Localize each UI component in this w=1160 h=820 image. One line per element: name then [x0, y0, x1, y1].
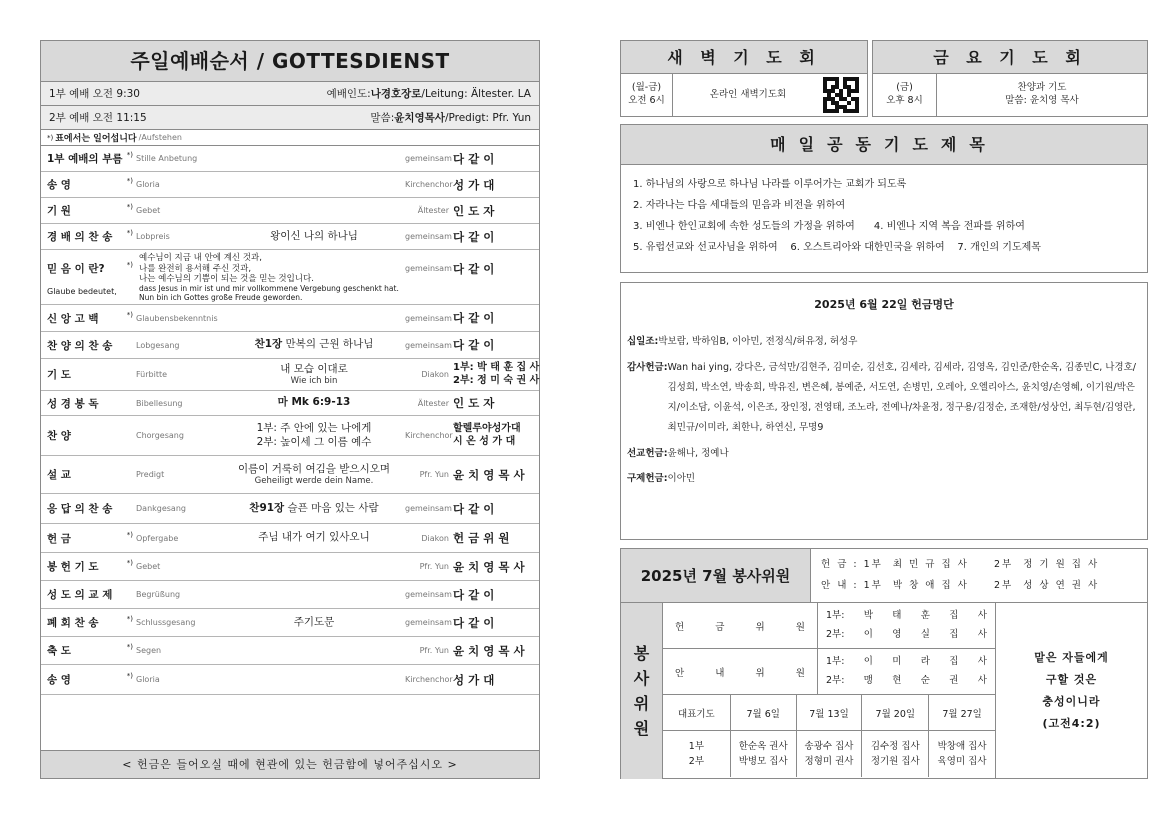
prayer-leader: 김수정 집사	[870, 741, 920, 752]
verse-line: 구할 것은	[1045, 673, 1098, 686]
offering-row	[41, 524, 539, 553]
part-label: 1부	[688, 741, 705, 752]
order-row	[41, 637, 539, 665]
creed-korean	[133, 253, 405, 285]
item-name: 기 원	[47, 205, 71, 217]
dawn-time: 오전 6시	[628, 95, 665, 106]
item-role: Diakon	[421, 370, 449, 379]
prayer-item: 1. 하나님의 사랑으로 하나님 나라를 이루어가는 교회가 되도록	[633, 179, 907, 190]
creed-role: gemeinsam	[405, 264, 452, 274]
guide-committee-row	[663, 649, 995, 695]
service-team-box	[620, 548, 1148, 779]
thanks-names: Wan hai ying, 강다은, 금석만/김현주, 김미순, 김선호, 김세라, 김세라, 김영옥, 김인준/한순옥, 김종민C, 나경호/김성희, 박소연, 박송희, 박유진, 변은혜, 봉예준, 서도연, 손병민, 오레아, 오엘리아스, 윤치영/손영혜, 이기원/박은지/이소담, 이윤석, 이은조, 장인정, 전영태, 조노라, 전예나/차윤정, 정구용/김정순, 조재한/성상언, 최두현/김영란, 최민규/이미라, 최한나, 하연신, 무명9	[667, 362, 1136, 433]
item-role: Pfr. Yun	[419, 562, 449, 571]
creed-row	[41, 250, 539, 305]
creed-person: 다 같 이	[453, 261, 495, 276]
letter: 봉	[633, 644, 650, 663]
item-person: 다 같 이	[453, 501, 495, 516]
dawn-desc: 온라인 새벽기도회	[709, 88, 787, 100]
choir-name: 할렐루야성가대	[453, 423, 521, 434]
item-name: 찬 양	[47, 430, 71, 442]
item-role: gemeinsam	[405, 618, 452, 627]
tithe-names: 박보람, 박하임B, 이아민, 전정식/허유정, 허성우	[658, 336, 858, 347]
letter: 미	[892, 656, 902, 667]
verse-line: 충성이니라	[1042, 695, 1101, 708]
prayer-leader: 송광수 집사	[804, 741, 854, 752]
verse-line: (고전4:2)	[1042, 717, 1101, 730]
letter: 2부:	[826, 675, 845, 686]
letter: 사	[977, 656, 987, 667]
response-row	[41, 494, 539, 524]
note-text: 표에서는 일어섭니다	[55, 134, 137, 144]
letter: 위	[755, 667, 765, 679]
letter: 이	[863, 629, 873, 640]
letter: 집	[949, 656, 959, 667]
item-person: 다 같 이	[453, 229, 495, 244]
hymn-title: 내 모습 이대로	[280, 362, 348, 375]
item-role: gemeinsam	[405, 232, 452, 241]
letter: 원	[633, 719, 650, 738]
letter: 2부:	[826, 629, 845, 640]
stand-mark: *)	[126, 530, 133, 539]
representative-prayer-label: 대표기도	[663, 695, 731, 730]
reading-row	[41, 391, 539, 416]
letter: 위	[633, 694, 650, 713]
schedule-date: 7월 13일	[797, 695, 863, 730]
choir-song: 1부: 주 안에 있는 나에게	[256, 422, 372, 435]
item-person: 다 같 이	[453, 311, 495, 325]
item-de: Lobgesang	[136, 340, 180, 350]
order-row	[41, 172, 539, 198]
stand-mark: *)	[126, 177, 133, 185]
item-person: 다 같 이	[453, 338, 495, 352]
letter: 1부:	[826, 656, 845, 667]
offering-song: 주님 내가 여기 있사오니	[258, 531, 370, 544]
stand-mark: *)	[126, 261, 133, 270]
intercession-row	[41, 359, 539, 391]
item-role: Pfr. Yun	[419, 646, 449, 655]
letter: 사	[977, 610, 987, 621]
item-name: 설 교	[47, 469, 71, 481]
item-name: 경 배 의 찬 송	[47, 231, 113, 243]
stand-mark: *)	[126, 151, 133, 159]
verse-line: 맡은 자들에게	[1034, 651, 1109, 664]
item-person: 성 가 대	[453, 177, 495, 192]
item-de: Begrüßung	[136, 590, 181, 599]
item-de: Fürbitte	[136, 370, 168, 379]
stand-mark: *)	[126, 310, 133, 319]
stand-mark: *)	[126, 643, 133, 651]
bible-verse	[996, 603, 1147, 779]
relief-label: 구제헌금:	[627, 473, 668, 484]
letter: 금	[715, 621, 725, 633]
mission-names: 윤해나, 정예나	[667, 448, 729, 459]
item-role: Ältester	[417, 398, 449, 408]
prayer-leader: 박창애 집사	[937, 741, 987, 752]
thanks-label: 감사헌금:	[627, 362, 668, 373]
service1-time: 1부 예배 오전 9:30	[49, 88, 140, 100]
hymn-title: 만복의 근원 하나님	[282, 338, 374, 351]
item-name: 축 도	[47, 645, 71, 657]
mission-label: 선교헌금:	[627, 448, 668, 459]
prayer-item: 3. 비엔나 한인교회에 속한 성도들의 가정을 위하여 4. 비엔나 지역 복음 전파를 위하여	[633, 221, 1025, 232]
note-de: /Aufstehen	[138, 133, 182, 142]
item-name: 헌 금	[47, 532, 71, 545]
item-de: Glaubensbekenntnis	[136, 313, 218, 323]
schedule-names	[663, 731, 995, 777]
letter: 맹	[863, 675, 873, 686]
item-name: 송 영	[47, 179, 71, 191]
schedule-header	[663, 695, 995, 731]
hymn-sub: Wie ich bin	[290, 375, 338, 386]
order-row	[41, 553, 539, 581]
prayer-item: 2. 자라나는 다음 세대들의 믿음과 비전을 위하여	[633, 200, 846, 211]
letter: 라	[920, 656, 930, 667]
creed-line: 나는 예수님의 기쁨이 되는 것을 믿는 것입니다.	[139, 274, 314, 285]
letter: 1부:	[826, 610, 845, 621]
offering-committee-row	[663, 603, 995, 649]
item-de: Gebet	[136, 562, 161, 571]
item-name: 성 도 의 교 제	[47, 589, 113, 601]
item-person: 성 가 대	[453, 672, 495, 687]
item-de: Dankgesang	[136, 504, 186, 513]
letter: 헌	[675, 621, 685, 633]
choir-row	[41, 416, 539, 456]
item-de: Lobpreis	[136, 232, 170, 241]
item-de: Stille Anbetung	[136, 154, 198, 163]
item-de: Opfergabe	[136, 533, 179, 543]
choir-song: 2부: 높이세 그 이름 예수	[256, 435, 372, 448]
letter: 사	[977, 629, 987, 640]
item-role: Ältester	[417, 206, 449, 215]
letter: 집	[949, 610, 959, 621]
order-row	[41, 332, 539, 359]
stand-mark: *)	[126, 203, 133, 211]
prayer-leader: 육영미 집사	[937, 756, 987, 767]
part-label: 2부	[688, 756, 705, 767]
stand-mark: *)	[126, 229, 133, 237]
letter: 현	[892, 675, 902, 686]
item-person: 다 같 이	[453, 587, 495, 602]
item-name: 신 앙 고 백	[47, 312, 99, 325]
dawn-prayer-box	[620, 40, 868, 117]
item-role: Diakon	[421, 533, 449, 543]
friday-time: 오후 8시	[886, 95, 923, 106]
offering-list-title: 2025년 6월 22일 헌금명단	[814, 298, 954, 311]
creed-german	[139, 285, 399, 302]
item-role: Kirchenchor	[405, 675, 453, 684]
friday-speaker: 말씀: 윤치영 목사	[1005, 95, 1079, 106]
order-row	[41, 224, 539, 250]
preacher-de: /Predigt: Pfr. Yun	[444, 112, 531, 124]
item-role: gemeinsam	[405, 313, 452, 323]
letter: 순	[920, 675, 930, 686]
order-row	[41, 581, 539, 609]
letter: 사	[633, 669, 650, 688]
service-team-header: 2025년 7월 봉사위원	[621, 549, 811, 602]
item-de: Schlussgesang	[136, 618, 196, 627]
worship-title: 주일예배순서 / GOTTESDIENST	[41, 41, 539, 82]
item-person: 인 도 자	[453, 396, 495, 410]
stand-mark: *)	[126, 672, 133, 680]
prayer-title: 매일공동기도제목	[621, 125, 1147, 165]
letter: 영	[892, 629, 902, 640]
item-de: Bibellesung	[136, 398, 183, 408]
order-row	[41, 146, 539, 172]
order-row	[41, 665, 539, 695]
creed-line: 나를 완전히 용서해 주신 것과,	[139, 263, 252, 274]
item-de: Chorgesang	[136, 431, 184, 440]
offering-list-box	[620, 282, 1148, 540]
item-role: gemeinsam	[405, 590, 452, 599]
prayer-item: 5. 유럽선교와 선교사님을 위하여 6. 오스트리아와 대한민국을 위하여 7. 개인의 기도제목	[633, 242, 1041, 253]
item-person: 헌 금 위 원	[453, 531, 510, 545]
offering-footer: < 헌금은 들어오실 때에 현관에 있는 헌금함에 넣어주십시오 >	[41, 750, 539, 778]
letter: 태	[892, 610, 902, 621]
item-content: 주기도문	[293, 615, 335, 628]
sermon-title: 이름이 거룩히 여김을 받으시오며	[237, 462, 390, 475]
preacher-name: 윤치영목사	[394, 112, 445, 124]
stand-mark: *)	[126, 559, 133, 567]
item-person: 다 같 이	[453, 151, 495, 166]
hymn-number: 찬1장	[254, 338, 283, 351]
scripture: 마 Mk 6:9-13	[277, 396, 351, 409]
item-role: gemeinsam	[405, 504, 452, 513]
schedule-date: 7월 20일	[862, 695, 929, 730]
item-de: Predigt	[136, 470, 165, 479]
leader-name: 나경호장로	[370, 88, 422, 100]
creed-de-line: dass Jesus in mir ist und mir vollkommene Vergebung geschenkt hat.	[139, 283, 399, 293]
item-name: 기 도	[47, 369, 71, 381]
prayer-leader: 정형미 권사	[804, 756, 854, 767]
item-name: 봉 헌 기 도	[47, 561, 99, 573]
item-person: 인 도 자	[453, 203, 495, 218]
item-role: Pfr. Yun	[419, 470, 449, 479]
letter: 권	[949, 675, 959, 686]
friday-days: (금)	[896, 82, 913, 94]
relief-names: 이아민	[667, 473, 696, 484]
note-mark: *)	[47, 133, 54, 142]
letter: 훈	[920, 610, 930, 621]
qr-code-icon[interactable]	[823, 77, 859, 113]
choir-name: 시 온 성 가 대	[453, 435, 516, 447]
creed-name: 믿 음 이 란?	[47, 263, 105, 276]
item-person: 2부: 정 미 숙 권 사	[453, 374, 540, 386]
item-person: 윤 치 영 목 사	[453, 559, 525, 574]
item-name: 1부 예배의 부름	[47, 153, 123, 165]
friday-title: 금 요 기 도 회	[873, 41, 1147, 74]
item-de: Gloria	[136, 180, 160, 189]
letter: 박	[863, 610, 873, 621]
creed-line: 예수님이 지금 내 안에 계신 것과,	[139, 253, 262, 263]
item-person: 1부: 박 태 훈 집 사	[453, 362, 540, 373]
hymn-number: 찬91장	[249, 501, 285, 514]
preacher-label: 말씀:	[370, 112, 395, 124]
item-name: 성 경 봉 독	[47, 397, 99, 410]
monthly-offering: 헌 금 : 1부 최 민 규 집 사 2부 정 기 원 집 사	[821, 559, 1100, 570]
prayer-leader: 박병모 집사	[738, 756, 788, 767]
leader-de: /Leitung: Ältester. LA	[421, 88, 531, 100]
item-name: 응 답 의 찬 송	[47, 503, 113, 515]
sermon-sub: Geheiligt werde dein Name.	[254, 475, 374, 486]
stand-mark: *)	[126, 615, 133, 623]
worship-order-panel	[40, 40, 540, 779]
item-role: gemeinsam	[405, 340, 452, 350]
schedule-date: 7월 6일	[731, 695, 797, 730]
item-person: 윤 치 영 목 사	[453, 643, 525, 658]
service2-time: 2부 예배 오전 11:15	[49, 112, 147, 124]
schedule-date: 7월 27일	[942, 708, 982, 720]
item-role: Kirchenchor	[405, 180, 453, 189]
daily-prayer-box	[620, 124, 1148, 273]
letter: 이	[863, 656, 873, 667]
prayer-leader: 정기원 집사	[870, 756, 920, 767]
service2-info	[41, 106, 539, 130]
letter: 사	[977, 675, 987, 686]
letter: 원	[795, 621, 805, 633]
item-name: 송 영	[47, 674, 71, 686]
tithe-label: 십일조:	[627, 336, 659, 347]
order-row	[41, 198, 539, 224]
prayer-leader: 한순옥 권사	[738, 741, 788, 752]
letter: 원	[795, 667, 805, 679]
item-role: Kirchenchor	[405, 431, 453, 440]
letter: 위	[755, 621, 765, 633]
item-name: 찬 양 의 찬 송	[47, 339, 113, 352]
item-de: Segen	[136, 646, 162, 655]
friday-prayer-box	[872, 40, 1148, 117]
item-name: 폐 회 찬 송	[47, 617, 99, 629]
item-content: 왕이신 나의 하나님	[270, 229, 358, 242]
sermon-row	[41, 456, 539, 494]
item-de: Gloria	[136, 675, 160, 684]
order-row	[41, 305, 539, 332]
dawn-title: 새 벽 기 도 회	[621, 41, 867, 74]
leader-label: 예배인도:	[326, 88, 371, 100]
item-de: Gebet	[136, 206, 161, 215]
monthly-guide: 안 내 : 1부 박 창 애 집 사 2부 성 상 연 권 사	[821, 580, 1100, 591]
letter: 집	[949, 629, 959, 640]
stand-note	[41, 130, 539, 146]
order-row	[41, 609, 539, 637]
service1-info	[41, 82, 539, 106]
item-person: 윤 치 영 목 사	[453, 467, 525, 482]
letter: 내	[715, 667, 725, 679]
item-person: 다 같 이	[453, 615, 495, 630]
dawn-days: (월-금)	[631, 82, 662, 94]
creed-de-line: Nun bin ich Gottes große Freude geworden.	[139, 292, 303, 302]
letter: 안	[675, 667, 685, 679]
service-side-label	[621, 603, 663, 779]
creed-de-label: Glaube bedeutet,	[47, 286, 117, 296]
item-role: gemeinsam	[405, 154, 452, 163]
letter: 실	[920, 629, 930, 640]
friday-desc: 찬양과 기도	[1017, 82, 1067, 94]
hymn-title: 슬픈 마음 있는 사람	[284, 501, 379, 514]
